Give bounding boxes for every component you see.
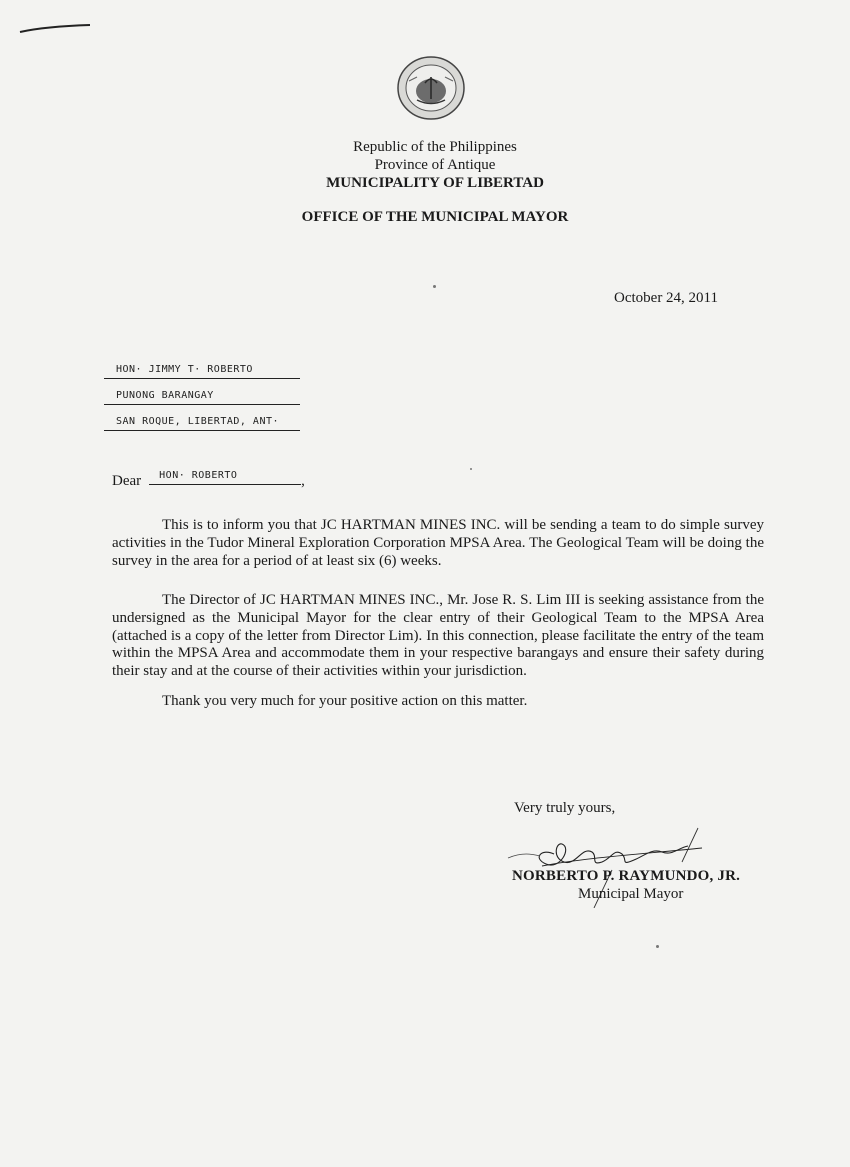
salutation-word: Dear <box>112 473 142 489</box>
body-paragraph-2: The Director of JC HARTMAN MINES INC., Mr. Jose R. S. Lim III is seeking assistance from the undersigned as the Municipal Mayor for the clear entry of their Geological Team to the MPSA Area (attached is a copy of the letter from Director Lim). In this connection, please facilitate the entry of the team within the MPSA Area and accommodate them in your respective barangays and ensure their safety during their stay and at the course of their activities within your jurisdiction. <box>112 592 764 680</box>
body-paragraph-1: This is to inform you that JC HARTMAN MINES INC. will be sending a team to do simple survey activities in the Tudor Mineral Exploration Corporation MPSA Area. The Geological Team will be doing the survey in the area for a period of at least six (6) weeks. <box>112 517 764 569</box>
signer-title: Municipal Mayor <box>578 886 684 902</box>
recipient-address: SAN ROQUE, LIBERTAD, ANT· <box>116 416 280 427</box>
recipient-address-line <box>104 410 300 431</box>
recipient-position: PUNONG BARANGAY <box>116 390 214 401</box>
signer-name: NORBERTO P. RAYMUNDO, JR. <box>512 868 741 884</box>
scan-speck <box>656 945 659 948</box>
closing: Very truly yours, <box>514 800 616 816</box>
letter-date: October 24, 2011 <box>614 290 719 306</box>
header-republic: Republic of the Philippines <box>353 139 517 155</box>
body-paragraph-3: Thank you very much for your positive action on this matter. <box>162 693 528 709</box>
pen-stroke-mark <box>18 22 93 38</box>
recipient-name: HON· JIMMY T· ROBERTO <box>116 364 253 375</box>
scan-speck <box>470 468 472 470</box>
header-province: Province of Antique <box>374 157 496 173</box>
header-office: OFFICE OF THE MUNICIPAL MAYOR <box>301 209 569 225</box>
salutation <box>112 468 305 490</box>
header-municipality: MUNICIPALITY OF LIBERTAD <box>326 175 544 191</box>
municipal-seal-icon <box>395 55 467 121</box>
recipient-position-line <box>104 384 300 405</box>
recipient-name-line <box>104 358 300 379</box>
salutation-comma: , <box>301 473 305 489</box>
salutation-name-line <box>149 468 301 485</box>
salutation-name: HON· ROBERTO <box>159 470 238 481</box>
scan-speck <box>433 285 436 288</box>
